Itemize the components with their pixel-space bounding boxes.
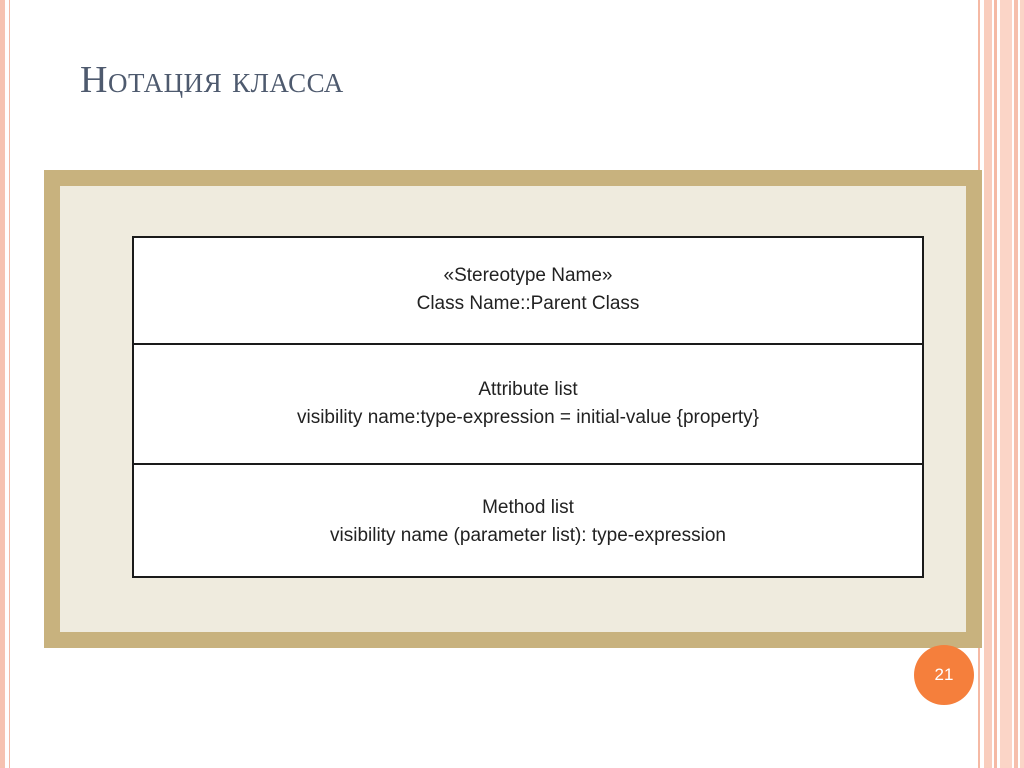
figure-frame [44, 170, 982, 648]
class-name-label: Class Name::Parent Class [416, 292, 640, 314]
figure-background [60, 186, 966, 632]
method-list-heading: Method list [482, 496, 574, 518]
slide-left-border [0, 0, 5, 768]
method-syntax: visibility name (parameter list): type-expression [330, 524, 726, 546]
stereotype-label: «Stereotype Name» [443, 264, 613, 286]
uml-class-box [132, 236, 924, 578]
attribute-compartment [134, 343, 922, 463]
page-number-badge: 21 [914, 645, 974, 705]
slide-right-stripes [978, 0, 1024, 768]
method-compartment [134, 463, 922, 578]
class-name-compartment [134, 238, 922, 341]
slide-title: Нотация класса [80, 59, 344, 101]
attribute-list-heading: Attribute list [478, 379, 578, 400]
slide-left-border-line [9, 0, 10, 768]
attribute-syntax: visibility name:type-expression = initial-value {property} [296, 407, 760, 428]
